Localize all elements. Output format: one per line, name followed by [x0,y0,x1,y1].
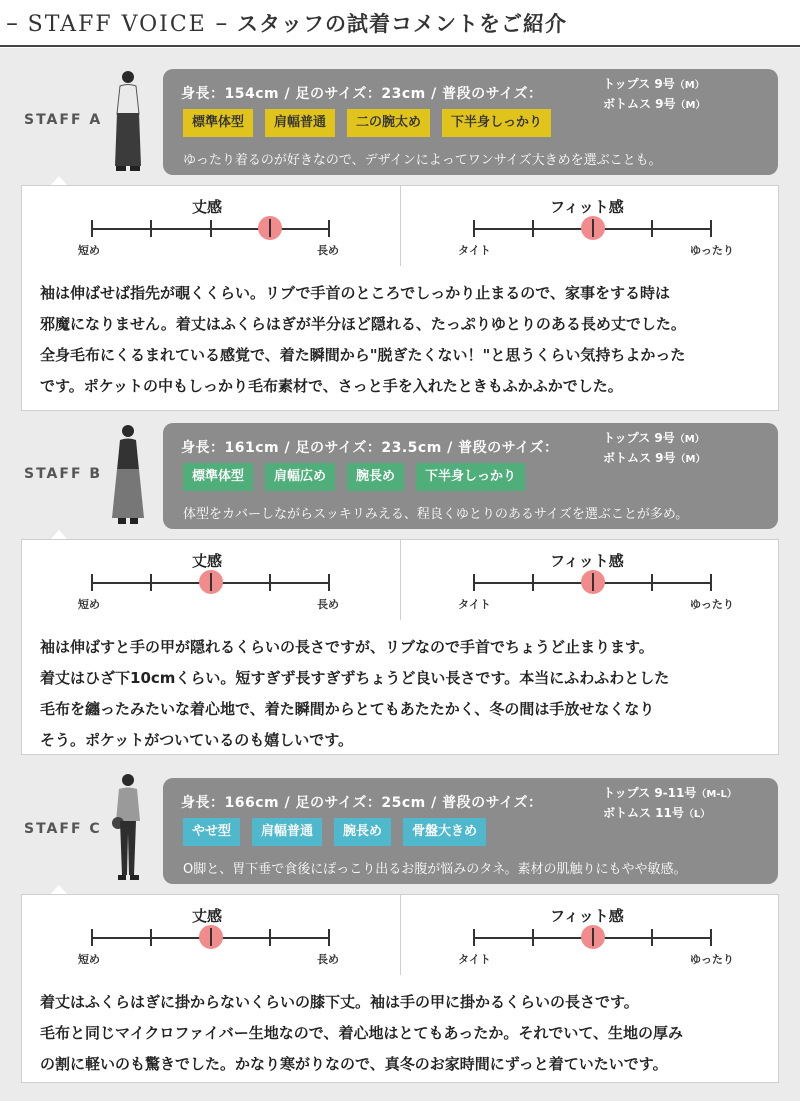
length-marker [199,925,223,949]
tops-size: トップス 9号 [603,77,675,91]
staff-figure-icon [108,422,148,532]
size-info [603,784,737,824]
comment-text: 着丈はふくらはぎに掛からないくらいの膝下丈。袖は手の甲に掛かるくらいの長さです。 毛布と同じマイクロファイバー生地なので、着心地はとてもあったか。それでいて、生地の厚み の割に軽いのも驚きでした。かなり寒がりなので、真冬のお家時間にずっと着ていたいです。 [40,993,684,1073]
spec-note: 体型をカバーしながらスッキリみえる、程良くゆとりのあるサイズを選ぶことが多め。 [183,507,689,522]
tag-list [183,109,563,137]
length-max: 長め [317,244,339,257]
spec-note: O脚と、胃下垂で食後にぽっこり出るお腹が悩みのタネ。素材の肌触りにもやや敏感。 [183,862,687,877]
spec-box [163,423,778,529]
size-info [603,429,705,469]
length-max: 長め [317,598,339,611]
length-title: 丈感 [192,198,223,216]
tag: 腕長め [334,818,391,846]
length-title: 丈感 [192,552,223,570]
spec-line: 身長：166cm / 足のサイズ：25cm / 普段のサイズ： [181,795,543,811]
tops-code: （M-L） [696,789,737,800]
spec-box [163,69,778,175]
bottoms-size: ボトムス 11号 [603,806,684,820]
staff-panel [0,48,800,1101]
bottoms-size: ボトムス 9号 [603,451,676,465]
tag: 腕長め [347,463,404,491]
fit-marker [581,216,605,240]
fit-marker [581,925,605,949]
comment-box [21,266,779,411]
bottoms-code: （L） [683,809,711,820]
header-rule [0,45,800,47]
tops-code: （M） [674,434,705,445]
tag: 下半身しっかり [416,463,525,491]
bottoms-code: （M） [675,100,706,111]
length-marker [199,570,223,594]
staff-label: STAFF C [24,821,102,837]
fit-max: ゆったり [690,953,734,966]
length-marker [258,216,282,240]
comment-text: 袖は伸ばせば指先が覗くくらい。リブで手首のところでしっかり止まるので、家事をする時は 邪魔になりません。着丈はふくらはぎが半分ほど隠れる、たっぷりゆとりのある長め丈でした。 全身毛布にくるまれている感覚で、着た瞬間から"脱ぎたくない！"と思うくらい気持ちよかった です。ポケットの中もしっかり毛布素材で、さっと手を入れたときもふかふかでした。 [40,284,686,395]
tag: 肩幅普通 [252,818,322,846]
tag: 標準体型 [183,463,253,491]
scale-box [21,894,779,976]
spec-box [163,778,778,884]
scale-box [21,185,779,267]
fit-title: フィット感 [550,907,624,925]
tag: 下半身しっかり [442,109,551,137]
scale-box [21,539,779,621]
tag: 骨盤大きめ [403,818,486,846]
staff-figure-icon [108,68,148,178]
header [0,0,800,48]
tag-list [183,463,537,491]
bottoms-code: （M） [675,454,706,465]
length-min: 短め [78,244,100,257]
staff-label: STAFF B [24,466,103,482]
comment-box [21,975,779,1083]
length-min: 短め [78,598,100,611]
tops-size: トップス 9号 [603,431,675,445]
bottoms-size: ボトムス 9号 [603,97,676,111]
tops-size: トップス 9-11号 [603,786,697,800]
fit-marker [581,570,605,594]
tag: 肩幅広め [265,463,335,491]
fit-min: タイト [458,953,491,966]
tag: 標準体型 [183,109,253,137]
size-info [603,75,705,115]
title-ja: スタッフの試着コメントをご紹介 [236,12,567,36]
spec-line: 身長：161cm / 足のサイズ：23.5cm / 普段のサイズ： [181,440,559,456]
fit-min: タイト [458,244,491,257]
tag: やせ型 [183,818,240,846]
tag-list [183,818,498,846]
staff-figure-icon [108,771,148,887]
staff-label: STAFF A [24,112,103,128]
fit-title: フィット感 [550,552,624,570]
fit-max: ゆったり [690,244,734,257]
length-min: 短め [78,953,100,966]
fit-max: ゆったり [690,598,734,611]
fit-min: タイト [458,598,491,611]
page-title: – STAFF VOICE – スタッフの試着コメントをご紹介 [6,9,567,37]
title-en: STAFF VOICE [27,12,207,37]
spec-line: 身長：154cm / 足のサイズ：23cm / 普段のサイズ： [181,86,543,102]
fit-title: フィット感 [550,198,624,216]
tag: 肩幅普通 [265,109,335,137]
spec-note: ゆったり着るのが好きなので、デザインによってワンサイズ大きめを選ぶことも。 [183,153,662,168]
comment-text: 袖は伸ばすと手の甲が隠れるくらいの長さですが、リブなので手首でちょうど止まります。 着丈はひざ下10cmくらい。短すぎず長すぎずちょうど良い長さです。本当にふわふわとした 毛布を纏ったみたいな着心地で、着た瞬間からとてもあたたかく、冬の間は手放せなくなり そう。ポケットがついているのも嬉しいです。 [40,638,670,749]
tops-code: （M） [674,80,705,91]
tag: 二の腕太め [347,109,430,137]
length-title: 丈感 [192,907,223,925]
length-max: 長め [317,953,339,966]
comment-box [21,620,779,755]
